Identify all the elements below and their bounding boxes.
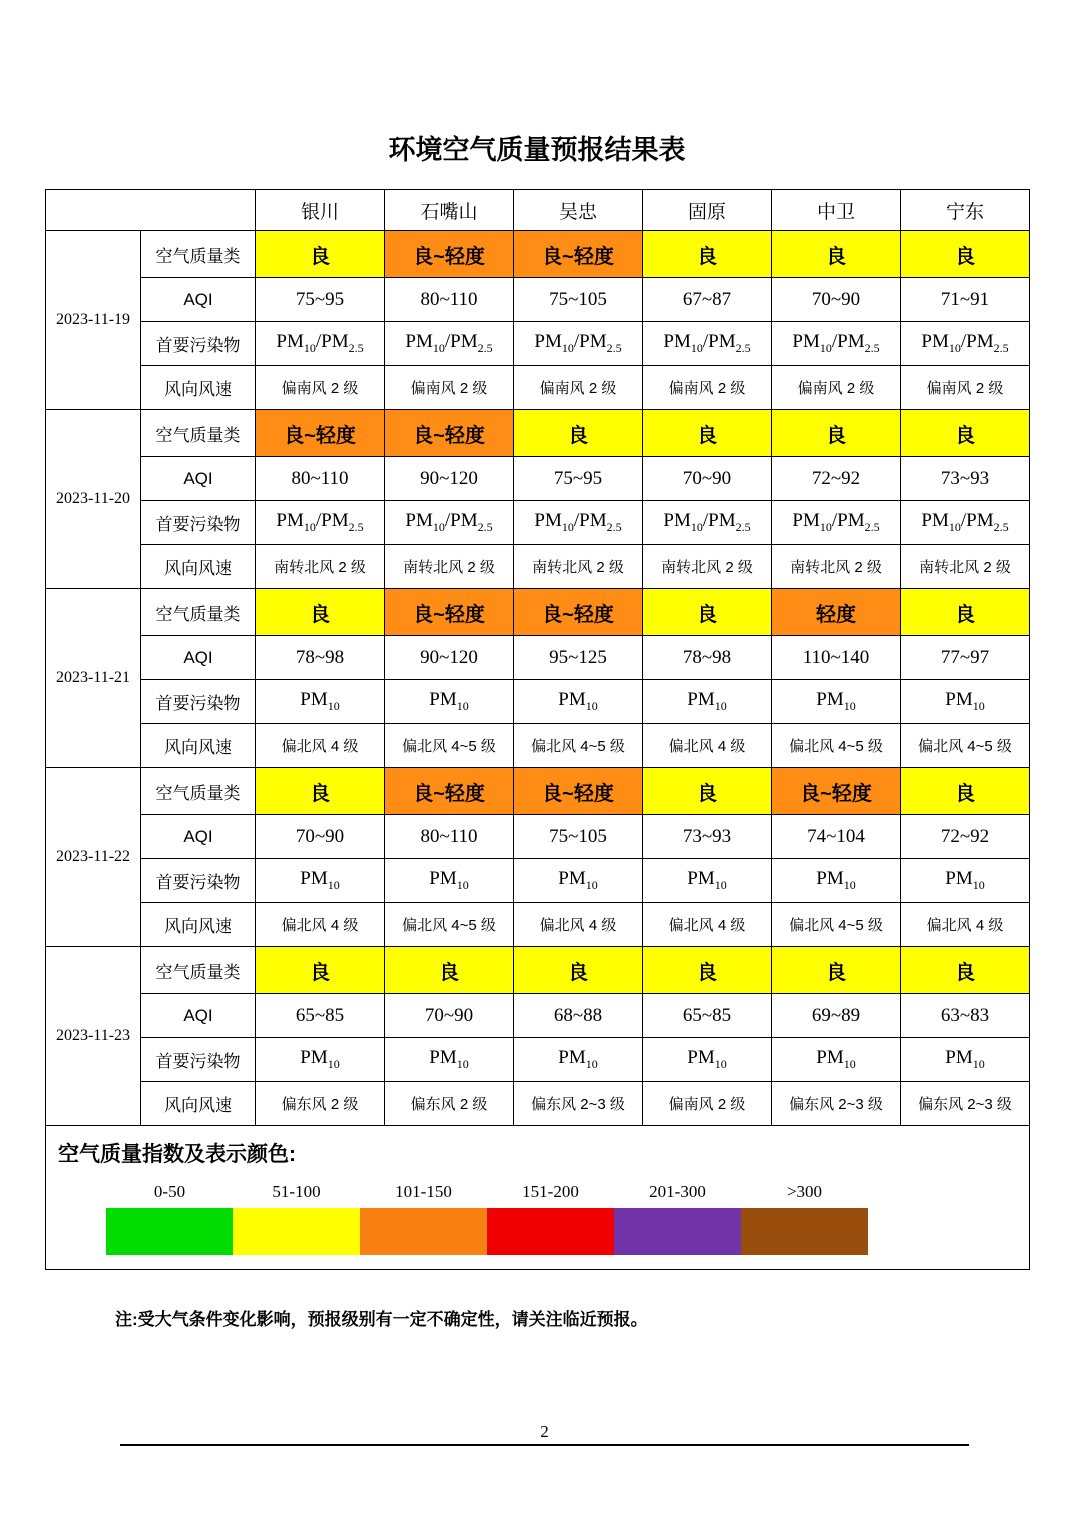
aqi-category-cell: 良 — [256, 768, 385, 815]
pollutant-cell: $PM_{10}/PM_{2.5}$ — [256, 501, 385, 545]
aqi-value-cell: 77~97 — [901, 636, 1030, 680]
legend-range-label-6: >300 — [786, 1182, 823, 1201]
aqi-legend — [45, 1126, 1030, 1270]
aqi-category-cell: 轻度 — [772, 589, 901, 636]
wind-cell: 南转北风 2 级 — [385, 545, 514, 589]
aqi-value-cell: 110~140 — [772, 636, 901, 680]
row-label-aqi: AQI — [141, 457, 256, 501]
aqi-value-cell: 71~91 — [901, 278, 1030, 322]
footnote: 注:受大气条件变化影响，预报级别有一定不确定性，请关注临近预报。 — [115, 1310, 648, 1329]
wind-cell: 偏南风 2 级 — [385, 366, 514, 410]
forecast-table-body — [46, 231, 1030, 1126]
row-label-pollutant: 首要污染物 — [141, 680, 256, 724]
aqi-category-cell: 良 — [772, 231, 901, 278]
wind-row — [46, 724, 1030, 768]
wind-cell: 南转北风 2 级 — [772, 545, 901, 589]
wind-cell: 偏北风 4 级 — [901, 903, 1030, 947]
aqi-value-cell: 73~93 — [901, 457, 1030, 501]
aqi-value-cell: 63~83 — [901, 994, 1030, 1038]
aqi-value-cell: 65~85 — [256, 994, 385, 1038]
wind-cell: 偏东风 2~3 级 — [514, 1082, 643, 1126]
legend-color-swatch-6 — [741, 1208, 868, 1255]
row-label-category: 空气质量类 — [141, 589, 256, 636]
legend-range-label-1: 0-50 — [153, 1182, 186, 1201]
aqi-value-cell: 80~110 — [385, 278, 514, 322]
legend-title: 空气质量指数及表示颜色: — [58, 1143, 296, 1166]
wind-cell: 偏南风 2 级 — [643, 366, 772, 410]
forecast-table-head — [46, 190, 1030, 231]
aqi-value-cell: 70~90 — [772, 278, 901, 322]
legend-color-bar — [106, 1208, 868, 1255]
city-header-5: 中卫 — [772, 190, 901, 231]
row-label-wind: 风向风速 — [141, 366, 256, 410]
aqi-value-cell: 74~104 — [772, 815, 901, 859]
page-number: 2 — [540, 1422, 549, 1441]
aqi-category-cell: 良 — [385, 947, 514, 994]
date-cell: 2023-11-21 — [46, 589, 141, 768]
aqi-category-cell: 良~轻度 — [385, 231, 514, 278]
legend-color-swatch-5 — [614, 1208, 741, 1255]
wind-cell: 南转北风 2 级 — [256, 545, 385, 589]
wind-cell: 偏北风 4 级 — [256, 903, 385, 947]
aqi-value-cell: 95~125 — [514, 636, 643, 680]
aqi-row — [46, 994, 1030, 1038]
aqi-value-cell: 72~92 — [901, 815, 1030, 859]
pollutant-cell: $PM_{10}$ — [256, 859, 385, 903]
pollutant-cell: $PM_{10}/PM_{2.5}$ — [385, 501, 514, 545]
aqi-value-cell: 78~98 — [643, 636, 772, 680]
aqi-category-cell: 良 — [643, 410, 772, 457]
pollutant-cell: $PM_{10}$ — [643, 680, 772, 724]
aqi-value-cell: 68~88 — [514, 994, 643, 1038]
aqi-category-cell: 良 — [901, 768, 1030, 815]
wind-cell: 偏东风 2 级 — [385, 1082, 514, 1126]
pollutant-cell: $PM_{10}$ — [514, 859, 643, 903]
pollutant-cell: $PM_{10}/PM_{2.5}$ — [514, 322, 643, 366]
aqi-category-cell: 良~轻度 — [385, 768, 514, 815]
wind-cell: 偏北风 4~5 级 — [385, 724, 514, 768]
aqi-value-cell: 75~95 — [256, 278, 385, 322]
legend-color-swatch-3 — [360, 1208, 487, 1255]
aqi-value-cell: 75~95 — [514, 457, 643, 501]
row-label-aqi: AQI — [141, 994, 256, 1038]
aqi-value-cell: 78~98 — [256, 636, 385, 680]
aqi-category-cell: 良 — [901, 947, 1030, 994]
pollutant-cell: $PM_{10}$ — [385, 859, 514, 903]
wind-row — [46, 903, 1030, 947]
aqi-value-cell: 75~105 — [514, 278, 643, 322]
forecast-table — [45, 189, 1030, 1126]
wind-cell: 偏北风 4~5 级 — [385, 903, 514, 947]
aqi-value-cell: 75~105 — [514, 815, 643, 859]
aqi-row — [46, 278, 1030, 322]
date-cell: 2023-11-22 — [46, 768, 141, 947]
pollutant-cell: $PM_{10}$ — [643, 859, 772, 903]
aqi-category-cell: 良 — [514, 410, 643, 457]
wind-cell: 偏东风 2~3 级 — [901, 1082, 1030, 1126]
pollutant-cell: $PM_{10}$ — [901, 1038, 1030, 1082]
wind-cell: 偏南风 2 级 — [514, 366, 643, 410]
row-label-wind: 风向风速 — [141, 724, 256, 768]
page-footer — [120, 1422, 969, 1446]
pollutant-cell: $PM_{10}$ — [772, 859, 901, 903]
pollutant-cell: $PM_{10}/PM_{2.5}$ — [772, 501, 901, 545]
pollutant-cell: $PM_{10}/PM_{2.5}$ — [643, 501, 772, 545]
pollutant-cell: $PM_{10}/PM_{2.5}$ — [901, 322, 1030, 366]
row-label-pollutant: 首要污染物 — [141, 322, 256, 366]
aqi-value-cell: 72~92 — [772, 457, 901, 501]
row-label-aqi: AQI — [141, 636, 256, 680]
pollutant-cell: $PM_{10}$ — [772, 1038, 901, 1082]
legend-color-swatch-4 — [487, 1208, 614, 1255]
legend-range-label-4: 151-200 — [522, 1182, 579, 1201]
pollutant-cell: $PM_{10}/PM_{2.5}$ — [772, 322, 901, 366]
wind-row — [46, 1082, 1030, 1126]
wind-cell: 偏北风 4~5 级 — [772, 903, 901, 947]
wind-cell: 南转北风 2 级 — [901, 545, 1030, 589]
pollutant-row — [46, 1038, 1030, 1082]
wind-cell: 偏东风 2 级 — [256, 1082, 385, 1126]
page-title: 环境空气质量预报结果表 — [388, 135, 686, 165]
wind-cell: 偏北风 4~5 级 — [772, 724, 901, 768]
wind-cell: 偏南风 2 级 — [772, 366, 901, 410]
aqi-row — [46, 815, 1030, 859]
pollutant-cell: $PM_{10}$ — [256, 1038, 385, 1082]
city-header-2: 石嘴山 — [385, 190, 514, 231]
aqi-category-cell: 良 — [256, 231, 385, 278]
aqi-category-cell: 良~轻度 — [514, 589, 643, 636]
row-label-category: 空气质量类 — [141, 768, 256, 815]
pollutant-cell: $PM_{10}$ — [514, 1038, 643, 1082]
wind-cell: 偏南风 2 级 — [643, 1082, 772, 1126]
aqi-value-cell: 67~87 — [643, 278, 772, 322]
city-header-3: 吴忠 — [514, 190, 643, 231]
date-cell: 2023-11-19 — [46, 231, 141, 410]
row-label-category: 空气质量类 — [141, 947, 256, 994]
aqi-value-cell: 65~85 — [643, 994, 772, 1038]
pollutant-cell: $PM_{10}/PM_{2.5}$ — [385, 322, 514, 366]
aqi-category-cell: 良 — [901, 410, 1030, 457]
pollutant-cell: $PM_{10}/PM_{2.5}$ — [643, 322, 772, 366]
category-row — [46, 589, 1030, 636]
pollutant-cell: $PM_{10}$ — [385, 1038, 514, 1082]
wind-cell: 偏南风 2 级 — [901, 366, 1030, 410]
row-label-aqi: AQI — [141, 278, 256, 322]
pollutant-cell: $PM_{10}$ — [385, 680, 514, 724]
wind-cell: 偏北风 4~5 级 — [514, 724, 643, 768]
pollutant-cell: $PM_{10}$ — [256, 680, 385, 724]
aqi-category-cell: 良 — [256, 947, 385, 994]
wind-cell: 偏北风 4 级 — [514, 903, 643, 947]
date-cell: 2023-11-20 — [46, 410, 141, 589]
row-label-aqi: AQI — [141, 815, 256, 859]
pollutant-cell: $PM_{10}$ — [772, 680, 901, 724]
aqi-row — [46, 636, 1030, 680]
pollutant-cell: $PM_{10}/PM_{2.5}$ — [514, 501, 643, 545]
wind-cell: 南转北风 2 级 — [514, 545, 643, 589]
aqi-category-cell: 良 — [643, 768, 772, 815]
pollutant-cell: $PM_{10}$ — [901, 680, 1030, 724]
aqi-value-cell: 73~93 — [643, 815, 772, 859]
row-label-wind: 风向风速 — [141, 1082, 256, 1126]
aqi-category-cell: 良~轻度 — [772, 768, 901, 815]
aqi-category-cell: 良 — [643, 589, 772, 636]
aqi-category-cell: 良 — [643, 947, 772, 994]
wind-row — [46, 366, 1030, 410]
row-label-wind: 风向风速 — [141, 545, 256, 589]
row-label-pollutant: 首要污染物 — [141, 859, 256, 903]
pollutant-cell: $PM_{10}$ — [901, 859, 1030, 903]
wind-cell: 偏北风 4 级 — [643, 903, 772, 947]
wind-cell: 偏北风 4 级 — [256, 724, 385, 768]
wind-cell: 偏南风 2 级 — [256, 366, 385, 410]
aqi-value-cell: 80~110 — [385, 815, 514, 859]
aqi-category-cell: 良 — [643, 231, 772, 278]
aqi-category-cell: 良~轻度 — [385, 410, 514, 457]
aqi-category-cell: 良 — [901, 589, 1030, 636]
legend-color-swatch-2 — [233, 1208, 360, 1255]
aqi-category-cell: 良 — [901, 231, 1030, 278]
aqi-category-cell: 良~轻度 — [256, 410, 385, 457]
aqi-category-cell: 良 — [772, 410, 901, 457]
pollutant-cell: $PM_{10}$ — [514, 680, 643, 724]
wind-cell: 偏东风 2~3 级 — [772, 1082, 901, 1126]
aqi-value-cell: 70~90 — [256, 815, 385, 859]
header-row — [46, 190, 1030, 231]
aqi-value-cell: 80~110 — [256, 457, 385, 501]
pollutant-cell: $PM_{10}/PM_{2.5}$ — [256, 322, 385, 366]
row-label-pollutant: 首要污染物 — [141, 1038, 256, 1082]
row-label-wind: 风向风速 — [141, 903, 256, 947]
aqi-value-cell: 90~120 — [385, 457, 514, 501]
category-row — [46, 768, 1030, 815]
aqi-category-cell: 良 — [256, 589, 385, 636]
aqi-value-cell: 70~90 — [385, 994, 514, 1038]
legend-range-label-5: 201-300 — [649, 1182, 706, 1201]
corner-cell — [46, 190, 256, 231]
legend-range-label-3: 101-150 — [395, 1182, 452, 1201]
legend-range-label-2: 51-100 — [272, 1182, 321, 1201]
aqi-category-cell: 良~轻度 — [385, 589, 514, 636]
pollutant-cell: $PM_{10}$ — [643, 1038, 772, 1082]
pollutant-row — [46, 680, 1030, 724]
pollutant-row — [46, 501, 1030, 545]
forecast-section — [45, 189, 1030, 1270]
date-cell: 2023-11-23 — [46, 947, 141, 1126]
wind-cell: 南转北风 2 级 — [643, 545, 772, 589]
row-label-pollutant: 首要污染物 — [141, 501, 256, 545]
pollutant-row — [46, 322, 1030, 366]
pollutant-cell: $PM_{10}/PM_{2.5}$ — [901, 501, 1030, 545]
wind-row — [46, 545, 1030, 589]
city-header-1: 银川 — [256, 190, 385, 231]
aqi-row — [46, 457, 1030, 501]
aqi-category-cell: 良 — [514, 947, 643, 994]
legend-color-swatch-1 — [106, 1208, 233, 1255]
aqi-value-cell: 90~120 — [385, 636, 514, 680]
category-row — [46, 231, 1030, 278]
row-label-category: 空气质量类 — [141, 410, 256, 457]
row-label-category: 空气质量类 — [141, 231, 256, 278]
category-row — [46, 947, 1030, 994]
category-row — [46, 410, 1030, 457]
city-header-6: 宁东 — [901, 190, 1030, 231]
legend-range-labels — [106, 1182, 868, 1202]
wind-cell: 偏北风 4 级 — [643, 724, 772, 768]
pollutant-row — [46, 859, 1030, 903]
city-header-4: 固原 — [643, 190, 772, 231]
aqi-value-cell: 70~90 — [643, 457, 772, 501]
wind-cell: 偏北风 4~5 级 — [901, 724, 1030, 768]
aqi-value-cell: 69~89 — [772, 994, 901, 1038]
aqi-category-cell: 良~轻度 — [514, 768, 643, 815]
aqi-category-cell: 良 — [772, 947, 901, 994]
aqi-category-cell: 良~轻度 — [514, 231, 643, 278]
